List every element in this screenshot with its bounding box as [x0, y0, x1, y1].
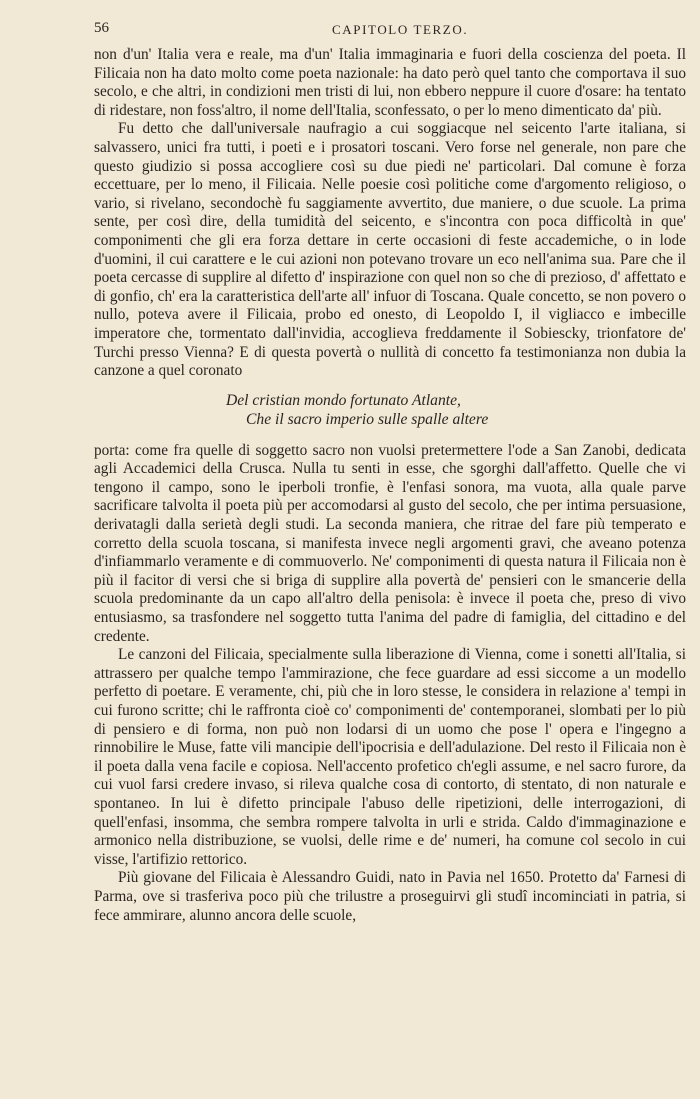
verse-quote	[94, 391, 686, 429]
paragraph: Fu detto che dall'universale naufragio a cui soggiacque nel seicento l'arte italiana, si salvassero, unici fra tutti, i poeti e i prosatori toscani. Vero forse nel generale, non pare che questo giudizio si possa accogliere così su due piedi ne' particolari. Dal comune è forza eccettuare, per lo meno, il Filicaia. Nelle poesie così politiche come d'argomento religioso, o vario, si rivelano, secondochè fu saggiamente avvertito, due maniere, o due scuole. La prima sente, per così dire, della tumidità del seicento, e s'incontra con poca difficoltà in que' componimenti che gli era forza dettare in certe occasioni di feste accademiche, o in lode d'uomini, il cui carattere e le cui azioni non potevano trovare un eco nell'anima sua. Pare che il poeta cercasse di supplire al difetto d' inspirazione con quel non so che di prezioso, d' affettato e di gonfio, ch' era la caratteristica dell'arte all' infuor di Toscana. Quale concetto, se non povero o nullo, poteva avere il Filicaia, probo ed onesto, di Leopoldo I, il vigliacco e imbecille imperatore che, tormentato dall'invidia, accoglieva freddamente il Sobiescky, trionfatore de' Turchi presso Vienna? E di questa povertà o nullità di concetto fa testimonianza non dubia la canzone a quel coronato	[94, 120, 686, 380]
body-text	[94, 46, 686, 925]
running-head: CAPITOLO TERZO.	[332, 22, 469, 37]
paragraph: Le canzoni del Filicaia, specialmente sulla liberazione di Vienna, come i sonetti all'Italia, si attrassero per qualche tempo l'ammirazione, che fece guardare ad essi siccome a un modello perfetto di poetare. E veramente, chi, più che in loro stesse, le considera in relazione a' tempi in cui furono scritte; chi le raffronta cioè co' componimenti de' contemporanei, slombati per lo più di pensiero e di forma, non può non lodarsi di un uomo che pose l' opera e l'ingegno a rinnobilire le Muse, fatte vili mancipie dell'ipocrisia e dell'adulazione. Del resto il Filicaia non è il poeta dalla vena facile e copiosa. Nell'accento profetico ch'egli assume, e nel sacro furore, da cui vuol farsi credere invaso, si rileva qualche cosa di contorto, di stentato, di non naturale e spontaneo. In lui è difetto principale l'abuso delle ripetizioni, delle interrogazioni, di quell'enfasi, insomma, che sembra rompere talvolta in urli e strida. Caldo d'immaginazione e armonico nella distribuzione, se vuolsi, delle rime e de' numeri, ha comune col secolo in cui visse, l'artifizio rettorico.	[94, 646, 686, 868]
page-number: 56	[94, 20, 109, 36]
paragraph: porta: come fra quelle di soggetto sacro non vuolsi pretermettere l'ode a San Zanobi, dedicata agli Accademici della Crusca. Nulla tu senti in esse, che sgorghi dall'affetto. Quelle che vi tengono il campo, sono le iperboli tronfie, è l'enfasi sonora, ma vuota, alla quale parve sacrificare talvolta il poeta più per accomodarsi al gusto del secolo, che per intima persuasione, derivatagli dalla serietà degli studi. La seconda maniera, che ritrae del fare più temperato e corretto della scuola toscana, si manifesta invece negli argomenti gravi, che aveano potenza d'infiammarlo veramente e di commuoverlo. Ne' componimenti di questa natura il Filicaia non è più il facitor di versi che si briga di supplire alla povertà de' pensieri con le smancerie della scuola predominante da un capo all'altro della penisola: è invece il poeta che, preso di vivo entusiasmo, sa trasfondere nel soggetto tutta l'anima del padre di famiglia, del cittadino e del credente.	[94, 441, 686, 645]
verse-line: Che il sacro imperio sulle spalle altere	[246, 410, 489, 428]
paragraph: Più giovane del Filicaia è Alessandro Guidi, nato in Pavia nel 1650. Protetto da' Farnesi di Parma, ove si trasferiva poco più che trilustre a proseguirvi gli studî incominciati in patria, si fece ammirare, alunno ancora delle scuole,	[94, 869, 686, 924]
verse-line: Del cristian mondo fortunato Atlante,	[226, 391, 461, 409]
page-header	[94, 20, 686, 42]
paragraph: non d'un' Italia vera e reale, ma d'un' Italia immaginaria e fuori della coscienza del poeta. Il Filicaia non ha dato molto come poeta nazionale: ha dato però quel tanto che comportava il suo secolo, e che altri, in condizioni men tristi di lui, non ebbero neppure il cuore d'osare: ha tentato di ridestare, non foss'altro, il nome dell'Italia, sconfessato, o per lo meno dimenticato da' più.	[94, 46, 686, 119]
